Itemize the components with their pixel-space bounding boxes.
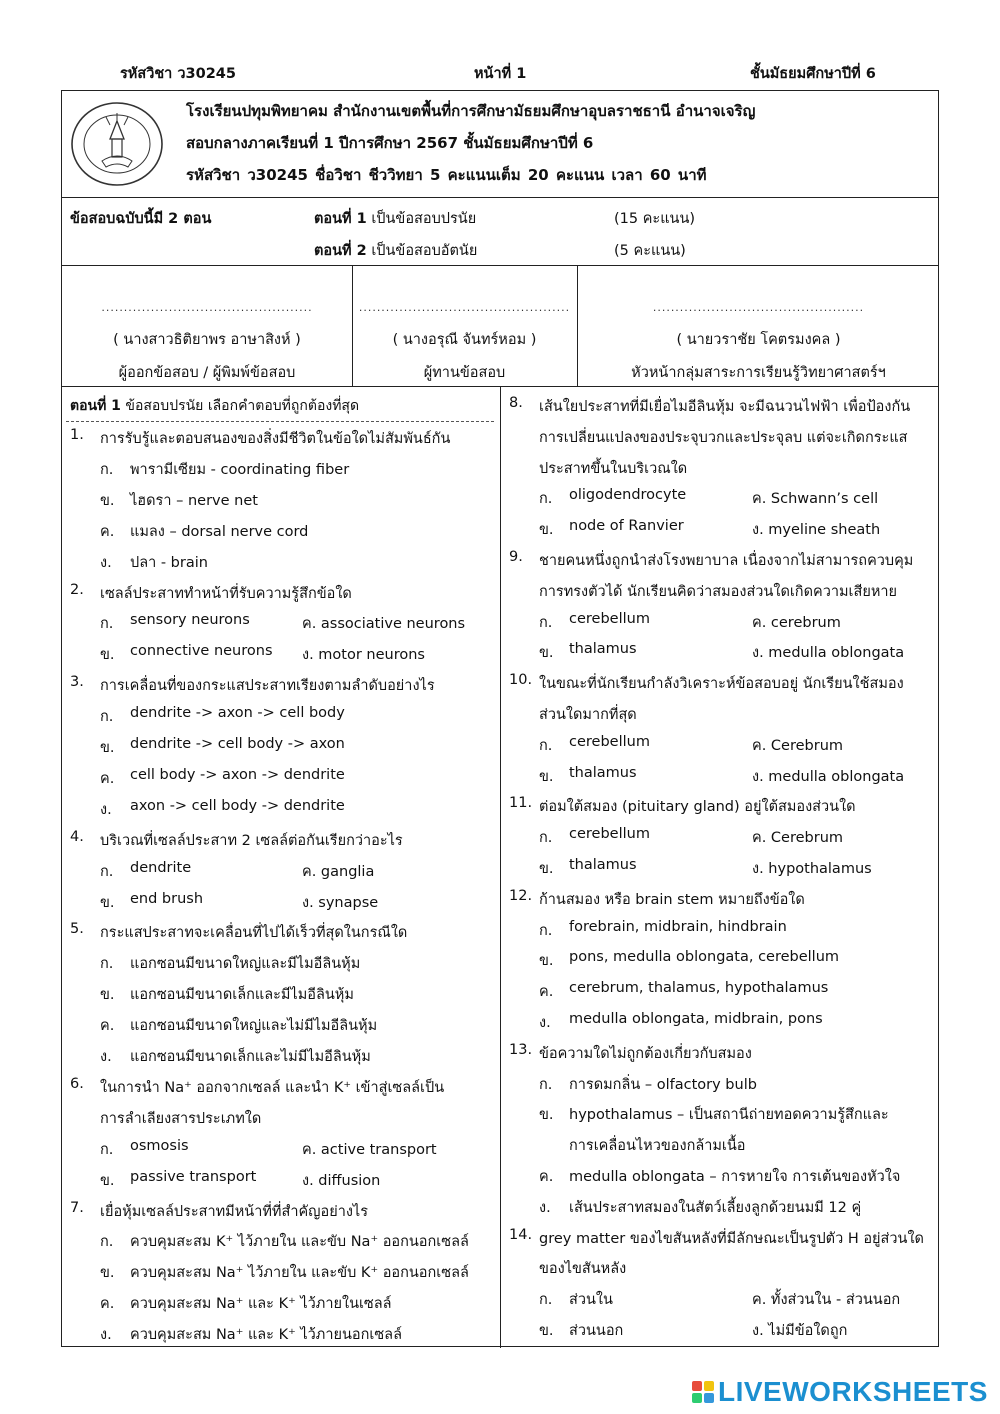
choice-text: end brush xyxy=(130,890,204,907)
choice-marker: ข. xyxy=(539,1107,554,1124)
page-number: หน้าที่ 1 xyxy=(474,66,527,82)
choice-marker: ก. xyxy=(539,1292,553,1309)
exam-frame xyxy=(61,90,939,1347)
part2-score: (5 คะแนน) xyxy=(614,243,686,259)
choice-marker: ข. xyxy=(100,987,115,1004)
school-name: โรงเรียนปทุมพิทยาคม สำนักงานเขตพื้นที่การศึกษามัธยมศึกษาอุบลราชธานี อำนาจเจริญ xyxy=(186,102,756,120)
choice-text: ง. diffusion xyxy=(302,1172,381,1189)
question-number: 6. xyxy=(70,1075,84,1092)
choice-marker: ข. xyxy=(100,1265,115,1282)
choice-text: cerebellum xyxy=(569,733,650,750)
choice-text: cell body -> axon -> dendrite xyxy=(130,766,345,783)
choice-marker: ข. xyxy=(539,522,554,539)
choice-text: ง. myeline sheath xyxy=(752,522,881,539)
choice-text: แมลง – dorsal nerve cord xyxy=(130,523,309,540)
choice-text: พารามีเซียม - coordinating fiber xyxy=(130,461,350,478)
question-text: ชายคนหนึ่งถูกนำส่งโรงพยาบาล เนื่องจากไม่สามารถควบคุม xyxy=(539,553,914,569)
choice-marker: ก. xyxy=(100,461,114,478)
signature-3-line: ............................................... xyxy=(652,301,865,314)
choice-marker: ก. xyxy=(539,737,553,754)
signature-3-name: ( นายวราชัย โคตรมงคล ) xyxy=(676,332,841,348)
choice-text: ไฮดรา – nerve net xyxy=(130,492,258,509)
signature-3-role: หัวหน้ากลุ่มสาระการเรียนรู้วิทยาศาสตร์ฯ xyxy=(631,365,886,381)
choice-marker: ก. xyxy=(100,1141,114,1158)
choice-text: ควบคุมสะสม Na⁺ และ K⁺ ไว้ภายในเซลล์ xyxy=(130,1296,392,1313)
choice-text: ค. Cerebrum xyxy=(752,737,844,754)
choice-text: ค. Schwann’s cell xyxy=(752,491,879,508)
choice-marker: ค. xyxy=(100,1018,115,1035)
choice-text: ส่วนนอก xyxy=(569,1323,624,1339)
question-number: 5. xyxy=(70,921,84,938)
choice-text: ค. ทั้งส่วนใน - ส่วนนอก xyxy=(752,1292,901,1309)
choice-text: ค. Cerebrum xyxy=(752,830,844,847)
choice-text: แอกซอนมีขนาดเล็กและมีไมอีลินหุ้ม xyxy=(130,987,354,1004)
choice-marker: ง. xyxy=(539,1015,551,1031)
signature-2 xyxy=(352,301,577,384)
choice-text: ค. cerebrum xyxy=(752,614,841,631)
choice-marker: ข. xyxy=(539,953,554,970)
choice-text: ค. active transport xyxy=(302,1141,437,1158)
signature-2-role: ผู้ทานข้อสอบ xyxy=(423,365,506,381)
part2-row xyxy=(314,239,477,262)
choice-text: thalamus xyxy=(569,857,637,873)
choice-text: ควบคุมสะสม K⁺ ไว้ภายใน และขับ Na⁺ ออกนอกเซลล์ xyxy=(130,1234,469,1251)
question-number: 2. xyxy=(70,581,84,598)
choice-text: ค. ganglia xyxy=(302,863,375,880)
choice-marker: ก. xyxy=(539,491,553,508)
question-text: การเคลื่อนที่ของกระแสประสาทเรียงตามลำดับอย่างไร xyxy=(100,678,435,695)
question-text: ข้อความใดไม่ถูกต้องเกี่ยวกับสมอง xyxy=(539,1045,752,1062)
question-number: 10. xyxy=(509,672,533,689)
question-text: ต่อมใต้สมอง (pituitary gland) อยู่ใต้สมองส่วนใด xyxy=(539,799,856,816)
choice-text: hypothalamus – เป็นสถานีถ่ายทอดความรู้สึกและ xyxy=(569,1107,889,1124)
exam-title: สอบกลางภาคเรียนที่ 1 ปีการศึกษา 2567 ชั้นมัธยมศึกษาปีที่ 6 xyxy=(186,134,594,152)
question-text: ในขณะที่นักเรียนกำลังวิเคราะห์ข้อสอบอยู่ นักเรียนใช้สมอง xyxy=(539,676,904,693)
choice-marker: ก. xyxy=(539,1076,553,1093)
choice-marker: ค. xyxy=(539,1169,554,1185)
choice-text: cerebellum xyxy=(569,610,650,627)
choice-text: แอกซอนมีขนาดเล็กและไม่มีไมอีลินหุ้ม xyxy=(130,1049,371,1065)
choice-text: thalamus xyxy=(569,641,637,658)
choice-text: cerebrum, thalamus, hypothalamus xyxy=(569,980,829,997)
choice-marker: ข. xyxy=(539,861,554,877)
section-instruction: ข้อสอบปรนัย เลือกคำตอบที่ถูกต้องที่สุด xyxy=(120,398,360,414)
signature-2-line: ............................................... xyxy=(358,301,571,314)
text-continuation: การเคลื่อนไหวของกล้ามเนื้อ xyxy=(569,1138,746,1155)
choice-text: pons, medulla oblongata, cerebellum xyxy=(569,949,840,966)
part2-label: ตอนที่ 2 xyxy=(314,243,367,259)
text-continuation: การลำเลียงสารประเภทใด xyxy=(100,1110,262,1127)
choice-marker: ง. xyxy=(100,801,112,818)
choice-text: การดมกลิ่น – olfactory bulb xyxy=(569,1076,757,1093)
question-text: ในการนำ Na⁺ ออกจากเซลล์ และนำ K⁺ เข้าสู่เซลล์เป็น xyxy=(100,1079,445,1096)
choice-marker: ข. xyxy=(539,1323,554,1339)
choice-text: เส้นประสาทสมองในสัตว์เลี้ยงลูกด้วยนมมี 12 คู่ xyxy=(569,1199,862,1216)
choice-marker: ก. xyxy=(100,709,114,726)
choice-text: แอกซอนมีขนาดใหญ่และมีไมอีลินหุ้ม xyxy=(130,956,361,973)
school-logo-icon xyxy=(68,99,166,189)
choice-marker: ค. xyxy=(539,984,554,1001)
choice-marker: ก. xyxy=(539,614,553,631)
question-number: 9. xyxy=(509,549,523,565)
part1-row xyxy=(314,207,476,230)
choice-marker: ข. xyxy=(100,894,115,911)
question-text: การรับรู้และตอบสนองของสิ่งมีชีวิตในข้อใดไม่สัมพันธ์กัน xyxy=(100,431,451,447)
choice-text: dendrite -> axon -> cell body xyxy=(130,705,345,722)
choice-text: axon -> cell body -> dendrite xyxy=(130,797,345,814)
question-number: 1. xyxy=(70,427,84,443)
choice-marker: ค. xyxy=(100,523,115,540)
choice-text: ควบคุมสะสม Na⁺ และ K⁺ ไว้ภายนอกเซลล์ xyxy=(130,1327,402,1344)
signature-3 xyxy=(577,301,940,384)
choice-marker: ข. xyxy=(100,647,115,664)
grade-level: ชั้นมัธยมศึกษาปีที่ 6 xyxy=(750,66,876,82)
signature-1-line: ............................................... xyxy=(101,301,313,314)
choice-text: medulla oblongata, midbrain, pons xyxy=(569,1011,823,1027)
question-text: กระแสประสาทจะเคลื่อนที่ไปได้เร็วที่สุดในกรณีใด xyxy=(100,925,408,942)
choice-text: ค. associative neurons xyxy=(302,616,466,633)
question-number: 14. xyxy=(509,1226,533,1243)
question-number: 8. xyxy=(509,395,523,411)
choice-text: ส่วนใน xyxy=(569,1292,613,1309)
choice-marker: ข. xyxy=(539,768,554,785)
choice-text: ง. medulla oblongata xyxy=(752,768,905,785)
choice-text: sensory neurons xyxy=(130,612,250,629)
signature-1 xyxy=(62,301,352,384)
question-text: grey matter ของไขสันหลังที่มีลักษณะเป็นรูปตัว H อยู่ส่วนใด xyxy=(539,1230,924,1247)
liveworksheets-brand: LIVEWORKSHEETS xyxy=(718,1376,988,1407)
choice-marker: ข. xyxy=(100,740,115,756)
text-continuation: การเปลี่ยนแปลงของประจุบวกและประจุลบ แต่จะเกิดกระแส xyxy=(539,429,908,446)
question-text: เซลล์ประสาททำหน้าที่รับความรู้สึกข้อใด xyxy=(100,585,352,602)
question-number: 4. xyxy=(70,828,84,845)
question-number: 11. xyxy=(509,795,533,812)
question-text: ก้านสมอง หรือ brain stem หมายถึงข้อใด xyxy=(539,891,805,908)
choice-marker: ข. xyxy=(100,492,115,509)
choice-text: ง. medulla oblongata xyxy=(752,645,905,662)
question-number: 3. xyxy=(70,674,84,691)
parts-intro: ข้อสอบฉบับนี้มี 2 ตอน xyxy=(70,211,212,227)
choice-text: connective neurons xyxy=(130,643,273,660)
choice-marker: ข. xyxy=(539,645,554,662)
text-continuation: การทรงตัวได้ นักเรียนคิดว่าสมองส่วนใดเกิดความเสียหาย xyxy=(539,583,898,600)
choice-text: dendrite -> cell body -> axon xyxy=(130,736,345,752)
section-label: ตอนที่ 1 xyxy=(70,398,121,414)
choice-marker: ก. xyxy=(100,1234,114,1251)
choice-text: แอกซอนมีขนาดใหญ่และไม่มีไมอีลินหุ้ม xyxy=(130,1018,378,1035)
choice-text: forebrain, midbrain, hindbrain xyxy=(569,918,787,935)
liveworksheets-logo xyxy=(692,1376,988,1408)
choice-marker: ง. xyxy=(100,554,112,571)
choice-marker: ค. xyxy=(100,770,115,787)
part1-label: ตอนที่ 1 xyxy=(314,211,367,227)
choice-text: cerebellum xyxy=(569,826,650,843)
question-text: ประสาทขึ้นในบริเวณใด xyxy=(539,460,688,477)
part1-score: (15 คะแนน) xyxy=(614,211,696,227)
choice-marker: ค. xyxy=(100,1296,115,1313)
choice-text: ง. hypothalamus xyxy=(752,861,872,877)
question-text: เยื่อหุ้มเซลล์ประสาทมีหน้าที่ที่สำคัญอย่างไร xyxy=(100,1203,369,1220)
choice-text: passive transport xyxy=(130,1168,257,1185)
question-number: 12. xyxy=(509,887,533,904)
question-text: บริเวณที่เซลล์ประสาท 2 เซลล์ต่อกันเรียกว่าอะไร xyxy=(100,832,403,849)
choice-marker: ก. xyxy=(100,616,114,633)
choice-text: node of Ranvier xyxy=(569,518,684,535)
choice-marker: ก. xyxy=(100,956,114,973)
question-text: ส่วนใดมากที่สุด xyxy=(539,707,637,723)
choice-text: ง. synapse xyxy=(302,894,379,911)
liveworksheets-icon xyxy=(692,1381,714,1403)
question-number: 13. xyxy=(509,1041,533,1058)
signature-1-role: ผู้ออกข้อสอบ / ผู้พิมพ์ข้อสอบ xyxy=(118,365,296,381)
choice-text: oligodendrocyte xyxy=(569,487,687,504)
subject-code: รหัสวิชา ว30245 xyxy=(120,66,236,82)
choice-marker: ง. xyxy=(539,1199,551,1216)
choice-marker: ง. xyxy=(100,1327,112,1344)
signature-2-name: ( นางอรุณี จันทร์หอม ) xyxy=(392,332,537,348)
choice-text: medulla oblongata – การหายใจ การเต้นของหัวใจ xyxy=(569,1169,901,1185)
choice-text: ปลา - brain xyxy=(130,554,208,571)
choice-text: osmosis xyxy=(130,1137,189,1154)
section-header xyxy=(70,395,359,417)
choice-text: ควบคุมสะสม Na⁺ ไว้ภายใน และขับ K⁺ ออกนอกเซลล์ xyxy=(130,1265,469,1282)
choice-marker: ข. xyxy=(100,1172,115,1189)
choice-text: ง. motor neurons xyxy=(302,647,425,664)
choice-text: ง. ไม่มีข้อใดถูก xyxy=(752,1323,848,1339)
exam-info: รหัสวิชา ว30245 ชื่อวิชา ชีววิทยา 5 คะแนนเต็ม 20 คะแนน เวลา 60 นาที xyxy=(186,166,707,184)
text-continuation: ของไขสันหลัง xyxy=(539,1261,627,1278)
question-number: 7. xyxy=(70,1199,84,1216)
choice-marker: ก. xyxy=(539,922,553,939)
signature-1-name: ( นางสาวธิติยาพร อาษาสิงห์ ) xyxy=(113,332,301,348)
choice-marker: ก. xyxy=(539,830,553,847)
part1-desc: เป็นข้อสอบปรนัย xyxy=(371,211,477,227)
choice-text: dendrite xyxy=(130,859,192,876)
question-text: เส้นใยประสาทที่มีเยื่อไมอีลินหุ้ม จะมีฉนวนไฟฟ้า เพื่อป้องกัน xyxy=(539,399,911,415)
choice-marker: ก. xyxy=(100,863,114,880)
part2-desc: เป็นข้อสอบอัตนัย xyxy=(371,243,478,259)
choice-text: thalamus xyxy=(569,764,637,781)
choice-marker: ง. xyxy=(100,1049,112,1065)
